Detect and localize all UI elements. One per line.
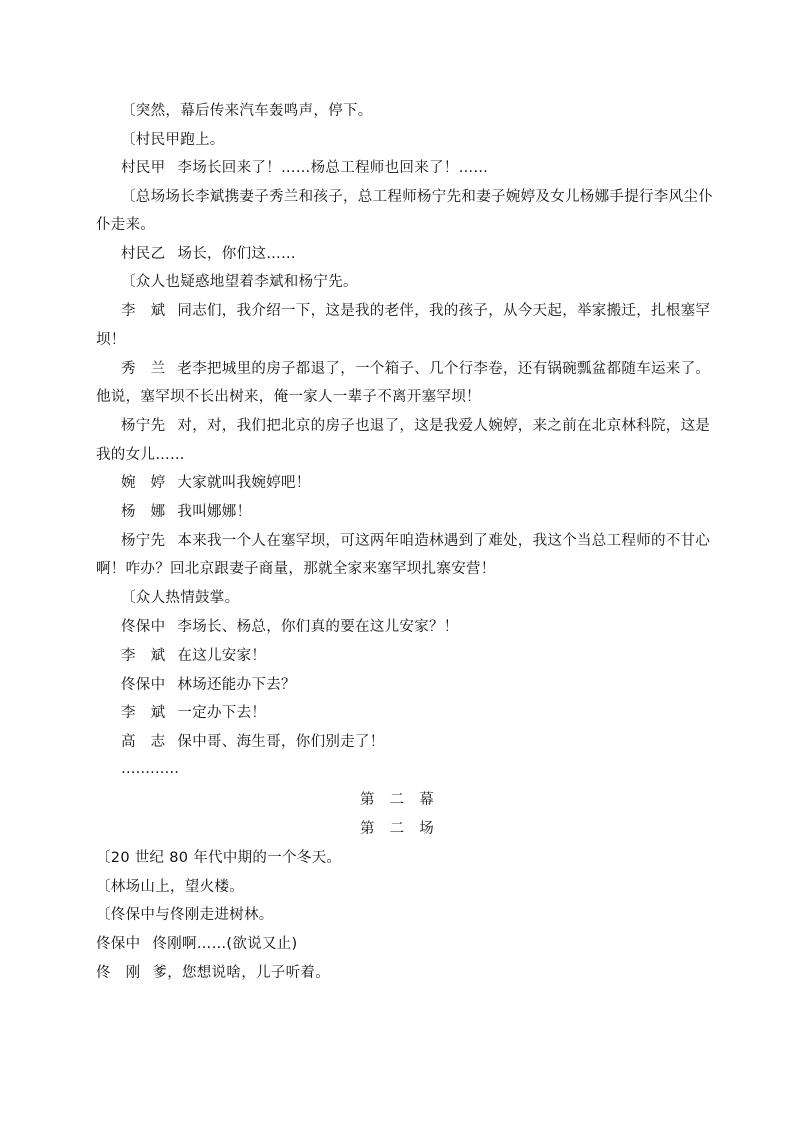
dialogue-line — [96, 963, 330, 983]
dialogue-line — [121, 158, 488, 178]
dialogue-text: 对，对，我们把北京的房子也退了，这是我爱人婉婷，来之前在北京林科院，这是 — [177, 418, 711, 434]
dialogue-text: 场长，你们这…… — [177, 246, 296, 262]
stage-direction: 〔突然，幕后传来汽车轰鸣声，停下。 — [121, 103, 373, 119]
dialogue-line — [121, 359, 710, 379]
dialogue-line — [121, 416, 710, 436]
dialogue-line — [121, 502, 251, 522]
speaker-name: 婉 婷 — [121, 475, 166, 491]
speaker-name: 秀 兰 — [121, 361, 166, 377]
dialogue-text: 老李把城里的房子都退了，一个箱子、几个行李卷，还有锅碗瓢盆都随车运来了。 — [177, 361, 711, 377]
speaker-name: 村民乙 — [121, 246, 166, 262]
dialogue-text: 本来我一个人在塞罕坝，可这两年咱造林遇到了难处，我这个当总工程师的不甘心 — [177, 533, 711, 549]
speaker-name: 杨宁先 — [121, 533, 166, 549]
dialogue-text: 同志们，我介绍一下，这是我的老伴，我的孩子，从今天起，举家搬迁，扎根塞罕 — [177, 303, 711, 319]
stage-direction: 〔总场场长李斌携妻子秀兰和孩子，总工程师杨宁先和妻子婉婷及女儿杨娜手提行李风尘仆 — [121, 189, 713, 205]
dialogue-line — [121, 473, 311, 493]
dialogue-line — [121, 531, 710, 551]
dialogue-line — [121, 675, 296, 695]
act-heading: 第 二 幕 — [360, 792, 434, 808]
ellipsis-line: ………… — [121, 761, 179, 777]
speaker-name: 佟 刚 — [96, 965, 141, 981]
dialogue-line — [121, 646, 266, 666]
speaker-name: 佟保中 — [96, 936, 141, 952]
speaker-name: 佟保中 — [121, 619, 166, 635]
dialogue-text: 一定办下去！ — [177, 705, 267, 721]
speaker-name: 村民甲 — [121, 160, 166, 176]
dialogue-text: 李场长回来了！……杨总工程师也回来了！…… — [177, 160, 489, 176]
continuation-line: 他说，塞罕坝不长出树来，俺一家人一辈子不离开塞罕坝！ — [96, 389, 481, 405]
stage-direction: 〔村民甲跑上。 — [121, 132, 225, 148]
continuation-line: 啊！咋办？回北京跟妻子商量，那就全家来塞罕坝扎寨安营！ — [96, 561, 496, 577]
dialogue-line — [121, 617, 459, 637]
stage-direction: 〔林场山上，望火楼。 — [96, 879, 244, 895]
speaker-name: 杨宁先 — [121, 418, 166, 434]
dialogue-line — [96, 934, 298, 954]
speaker-name: 李 斌 — [121, 648, 166, 664]
dialogue-text: 林场还能办下去？ — [177, 677, 296, 693]
dialogue-text: 佟刚啊……(欲说又止) — [152, 936, 298, 952]
stage-direction: 〔20 世纪 80 年代中期的一个冬天。 — [96, 850, 342, 866]
continuation-line: 我的女儿…… — [96, 447, 185, 463]
speaker-name: 李 斌 — [121, 303, 166, 319]
stage-direction: 〔众人也疑惑地望着李斌和杨宁先。 — [121, 274, 358, 290]
dialogue-line — [121, 732, 385, 752]
speaker-name: 佟保中 — [121, 677, 166, 693]
continuation-line: 仆走来。 — [96, 217, 156, 233]
dialogue-line — [121, 244, 296, 264]
dialogue-text: 在这儿安家！ — [177, 648, 267, 664]
dialogue-line — [121, 703, 266, 723]
dialogue-text: 我叫娜娜！ — [177, 504, 252, 520]
dialogue-text: 李场长、杨总，你们真的要在这儿安家？！ — [177, 619, 459, 635]
speaker-name: 李 斌 — [121, 705, 166, 721]
speaker-name: 杨 娜 — [121, 504, 166, 520]
scene-heading: 第 二 场 — [360, 821, 434, 837]
stage-direction: 〔众人热情鼓掌。 — [121, 590, 240, 606]
dialogue-text: 大家就叫我婉婷吧！ — [177, 475, 311, 491]
dialogue-text: 保中哥、海生哥，你们别走了！ — [177, 734, 385, 750]
dialogue-line — [121, 301, 710, 321]
dialogue-text: 爹，您想说啥，儿子听着。 — [152, 965, 331, 981]
speaker-name: 高 志 — [121, 734, 166, 750]
stage-direction: 〔佟保中与佟刚走进树林。 — [96, 907, 274, 923]
continuation-line: 坝！ — [96, 332, 126, 348]
